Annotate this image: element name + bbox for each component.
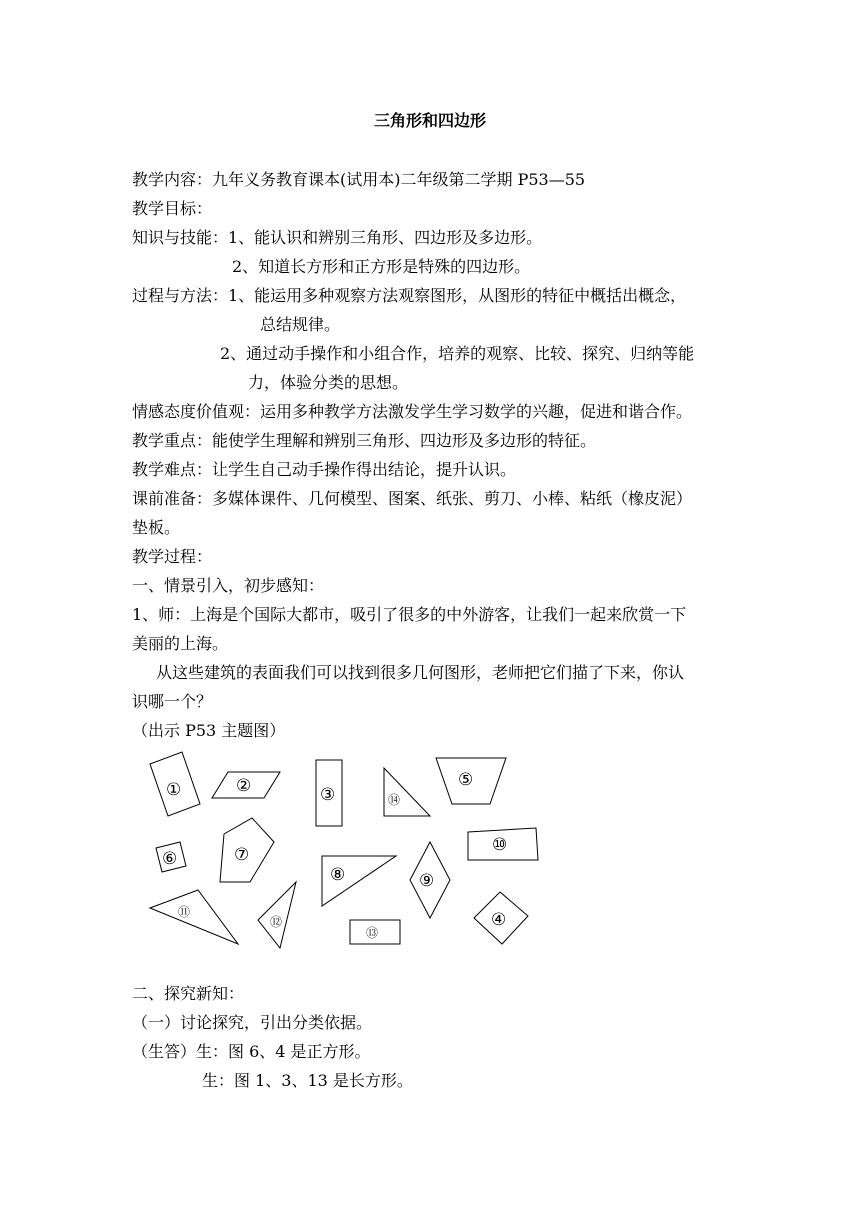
emotion-values: 情感态度价值观：运用多种教学方法激发学生学习数学的兴趣，促进和谐合作。 [132,402,693,421]
page-title: 三角形和四边形 [373,111,486,130]
shape-4-label: ④ [491,910,507,930]
preparation: 课前准备：多媒体课件、几何模型、图案、纸张、剪刀、小棒、粘纸（橡皮泥） [132,489,693,508]
figure-caption: （出示 P53 主题图） [132,721,286,740]
process-method-1: 过程与方法：1、能运用多种观察方法观察图形，从图形的特征中概括出概念， [132,286,687,305]
shape-2-label: ② [236,776,252,796]
shape-13-label: ⑬ [366,926,379,940]
shapes-figure [140,748,560,958]
paragraph-2-cont: 识哪一个？ [132,692,213,711]
preparation-cont: 垫板。 [132,518,181,537]
knowledge-skill-1: 知识与技能：1、能认识和辨别三角形、四边形及多边形。 [132,228,543,247]
process-method-1-cont: 总结规律。 [260,315,341,334]
section-1-heading: 一、情景引入，初步感知： [132,576,325,595]
shape-5-label: ⑤ [458,770,474,790]
paragraph-1-cont: 美丽的上海。 [132,634,229,653]
teaching-goals-heading: 教学目标： [132,199,213,218]
student-answer-2: 生：图 1、3、13 是长方形。 [202,1071,413,1090]
shape-10-label: ⑩ [492,835,508,855]
student-answer-1: （生答）生：图 6、4 是正方形。 [132,1042,371,1061]
shape-14-label: ⑭ [388,793,401,807]
shape-14 [384,768,430,816]
paragraph-1: 1、师：上海是个国际大都市，吸引了很多的中外游客，让我们一起来欣赏一下 [132,605,687,624]
knowledge-skill-2: 2、知道长方形和正方形是特殊的四边形。 [232,257,531,276]
key-points: 教学重点：能使学生理解和辨别三角形、四边形及多边形的特征。 [132,431,597,450]
section-2-heading: 二、探究新知： [132,984,245,1003]
shape-7-label: ⑦ [234,845,250,865]
process-method-2-cont: 力，体验分类的思想。 [248,373,409,392]
paragraph-2: 从这些建筑的表面我们可以找到很多几何图形，老师把它们描了下来，你认 [156,663,685,682]
shape-6-label: ⑥ [162,849,178,869]
teaching-process-heading: 教学过程： [132,547,213,566]
shape-11-label: ⑪ [178,905,191,919]
teaching-content: 教学内容：九年义务教育课本(试用本)二年级第二学期 P53—55 [132,170,586,189]
shape-8-label: ⑧ [330,865,346,885]
shape-11 [150,890,238,944]
difficulty: 教学难点：让学生自己动手操作得出结论，提升认识。 [132,460,517,479]
process-method-2: 2、通过动手操作和小组合作，培养的观察、比较、探究、归纳等能 [220,344,695,363]
shape-1-label: ① [166,780,182,800]
shape-9-label: ⑨ [419,871,435,891]
subsection-1-heading: （一）讨论探究，引出分类依据。 [132,1013,373,1032]
shape-3-label: ③ [320,785,336,805]
shape-12-label: ⑫ [270,915,283,929]
